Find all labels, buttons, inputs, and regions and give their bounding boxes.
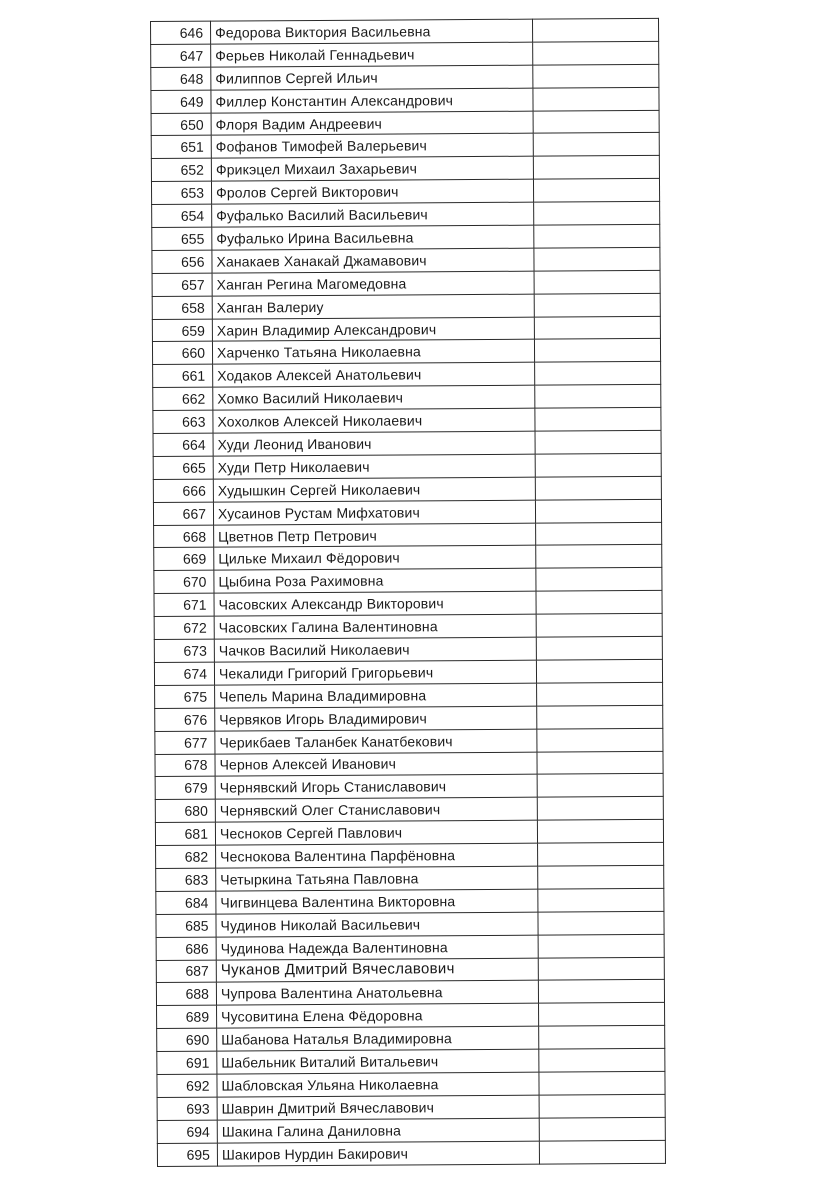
empty-cell: [533, 156, 659, 180]
row-number: 660: [152, 342, 212, 365]
row-number: 679: [155, 777, 215, 800]
table-row: [155, 751, 663, 777]
person-name: Харин Владимир Александрович: [212, 317, 534, 342]
row-number: 685: [156, 914, 216, 937]
table-row: [151, 110, 659, 136]
empty-cell: [539, 1094, 665, 1118]
empty-cell: [533, 41, 659, 65]
row-number: 692: [157, 1074, 217, 1097]
person-name: Чепель Марина Владимировна: [215, 683, 537, 708]
row-number: 669: [154, 548, 214, 571]
table-row: [152, 270, 660, 296]
table-row: [151, 133, 659, 159]
table-row: [154, 591, 662, 617]
empty-cell: [539, 1117, 665, 1141]
row-number: 694: [157, 1120, 217, 1143]
table-row: [157, 1094, 665, 1120]
roster-table: [150, 18, 666, 1167]
person-name: Харченко Татьяна Николаевна: [212, 340, 534, 365]
empty-cell: [535, 385, 661, 409]
empty-cell: [536, 636, 662, 660]
row-number: 653: [151, 181, 211, 204]
table-row: [153, 476, 661, 502]
empty-cell: [535, 408, 661, 432]
person-name: Шакина Галина Даниловна: [217, 1118, 539, 1143]
table-row: [154, 659, 662, 685]
empty-cell: [539, 1026, 665, 1050]
row-number: 677: [155, 731, 215, 754]
person-name: Флоря Вадим Андреевич: [211, 111, 533, 136]
empty-cell: [534, 270, 660, 294]
empty-cell: [536, 659, 662, 683]
empty-cell: [538, 888, 664, 912]
empty-cell: [534, 202, 660, 226]
person-name: Червяков Игорь Владимирович: [215, 706, 537, 731]
person-name: Чеснокова Валентина Парфёновна: [216, 843, 538, 868]
table-row: [154, 636, 662, 662]
empty-cell: [534, 339, 660, 363]
row-number: 654: [152, 204, 212, 227]
empty-cell: [538, 842, 664, 866]
table-row: [152, 316, 660, 342]
table-row: [156, 957, 664, 983]
empty-cell: [537, 751, 663, 775]
person-name: Чуканов Дмитрий Вячеславович: [216, 958, 538, 983]
table-row: [151, 179, 659, 205]
empty-cell: [535, 476, 661, 500]
empty-cell: [535, 499, 661, 523]
person-name: Чернявский Игорь Станиславович: [215, 775, 537, 800]
table-row: [152, 339, 660, 365]
empty-cell: [539, 1140, 665, 1164]
row-number: 656: [152, 250, 212, 273]
table-row: [157, 1117, 665, 1143]
table-row: [156, 934, 664, 960]
row-number: 689: [157, 1005, 217, 1028]
roster-table-body: [151, 18, 666, 1166]
empty-cell: [535, 430, 661, 454]
person-name: Шабловская Ульяна Николаевна: [217, 1072, 539, 1097]
person-name: Ханган Регина Магомедовна: [212, 271, 534, 296]
table-row: [156, 980, 664, 1006]
person-name: Чупрова Валентина Анатольевна: [216, 981, 538, 1006]
table-row: [151, 156, 659, 182]
empty-cell: [532, 18, 658, 42]
table-row: [154, 614, 662, 640]
table-row: [152, 293, 660, 319]
empty-cell: [534, 316, 660, 340]
person-name: Чекалиди Григорий Григорьевич: [214, 660, 536, 685]
table-row: [155, 682, 663, 708]
person-name: Четыркина Татьяна Павловна: [216, 866, 538, 891]
empty-cell: [539, 1048, 665, 1072]
table-row: [156, 911, 664, 937]
table-row: [153, 362, 661, 388]
table-row: [157, 1140, 665, 1166]
empty-cell: [536, 568, 662, 592]
person-name: Ханакаев Ханакай Джамавович: [212, 248, 534, 273]
row-number: 693: [157, 1097, 217, 1120]
person-name: Шаврин Дмитрий Вячеславович: [217, 1095, 539, 1120]
table-row: [156, 888, 664, 914]
person-name: Филлер Константин Александрович: [211, 88, 533, 113]
row-number: 648: [151, 67, 211, 90]
empty-cell: [538, 934, 664, 958]
empty-cell: [537, 705, 663, 729]
person-name: Фрикэцел Михаил Захарьевич: [211, 157, 533, 182]
row-number: 647: [151, 44, 211, 67]
person-name: Шабельник Виталий Витальевич: [217, 1049, 539, 1074]
row-number: 655: [152, 227, 212, 250]
person-name: Худи Петр Николаевич: [213, 454, 535, 479]
person-name: Фролов Сергей Викторович: [211, 179, 533, 204]
empty-cell: [535, 362, 661, 386]
row-number: 670: [154, 570, 214, 593]
person-name: Шабанова Наталья Владимировна: [217, 1026, 539, 1051]
table-row: [155, 728, 663, 754]
empty-cell: [533, 133, 659, 157]
person-name: Чернявский Олег Станиславович: [215, 797, 537, 822]
row-number: 690: [157, 1028, 217, 1051]
empty-cell: [537, 797, 663, 821]
table-row: [154, 522, 662, 548]
table-row: [154, 568, 662, 594]
empty-cell: [535, 453, 661, 477]
person-name: Шакиров Нурдин Бакирович: [217, 1141, 539, 1166]
row-number: 663: [153, 410, 213, 433]
row-number: 680: [155, 799, 215, 822]
table-row: [157, 1048, 665, 1074]
person-name: Филиппов Сергей Ильич: [211, 65, 533, 90]
table-row: [152, 224, 660, 250]
table-row: [155, 774, 663, 800]
table-row: [152, 202, 660, 228]
table-row: [156, 842, 664, 868]
person-name: Ферьев Николай Геннадьевич: [211, 42, 533, 67]
person-name: Фуфалько Ирина Васильевна: [212, 225, 534, 250]
person-name: Часовских Александр Викторович: [214, 591, 536, 616]
person-name: Чусовитина Елена Фёдоровна: [217, 1003, 539, 1028]
person-name: Чудинова Надежда Валентиновна: [216, 935, 538, 960]
empty-cell: [538, 957, 664, 981]
row-number: 652: [151, 158, 211, 181]
person-name: Чудинов Николай Васильевич: [216, 912, 538, 937]
row-number: 695: [157, 1143, 217, 1166]
row-number: 683: [156, 868, 216, 891]
empty-cell: [533, 179, 659, 203]
row-number: 691: [157, 1051, 217, 1074]
table-row: [156, 865, 664, 891]
row-number: 682: [156, 845, 216, 868]
empty-cell: [536, 591, 662, 615]
row-number: 666: [153, 479, 213, 502]
empty-cell: [538, 911, 664, 935]
person-name: Федорова Виктория Васильевна: [211, 19, 533, 44]
empty-cell: [534, 224, 660, 248]
row-number: 649: [151, 90, 211, 113]
empty-cell: [537, 728, 663, 752]
row-number: 681: [155, 822, 215, 845]
person-name: Худи Леонид Иванович: [213, 431, 535, 456]
person-name: Цильке Михаил Фёдорович: [214, 546, 536, 571]
row-number: 662: [153, 387, 213, 410]
table-row: [153, 453, 661, 479]
table-row: [152, 247, 660, 273]
table-row: [153, 430, 661, 456]
table-row: [153, 499, 661, 525]
empty-cell: [533, 64, 659, 88]
empty-cell: [534, 293, 660, 317]
row-number: 646: [151, 21, 211, 44]
person-name: Фофанов Тимофей Валерьевич: [211, 134, 533, 159]
row-number: 671: [154, 593, 214, 616]
table-row: [157, 1026, 665, 1052]
person-name: Хомко Василий Николаевич: [213, 385, 535, 410]
empty-cell: [537, 682, 663, 706]
empty-cell: [537, 820, 663, 844]
row-number: 674: [154, 662, 214, 685]
row-number: 668: [154, 525, 214, 548]
row-number: 664: [153, 433, 213, 456]
row-number: 684: [156, 891, 216, 914]
table-row: [154, 545, 662, 571]
empty-cell: [539, 1071, 665, 1095]
row-number: 659: [152, 319, 212, 342]
table-row: [155, 797, 663, 823]
person-name: Часовских Галина Валентиновна: [214, 614, 536, 639]
row-number: 675: [155, 685, 215, 708]
row-number: 657: [152, 273, 212, 296]
table-row: [151, 87, 659, 113]
row-number: 687: [156, 960, 216, 983]
table-row: [153, 408, 661, 434]
person-name: Чернов Алексей Иванович: [215, 752, 537, 777]
empty-cell: [536, 545, 662, 569]
person-name: Фуфалько Василий Васильевич: [212, 202, 534, 227]
row-number: 672: [154, 616, 214, 639]
empty-cell: [534, 247, 660, 271]
row-number: 673: [154, 639, 214, 662]
table-row: [157, 1003, 665, 1029]
row-number: 686: [156, 937, 216, 960]
person-name: Хусаинов Рустам Мифхатович: [213, 500, 535, 525]
person-name: Хохолков Алексей Николаевич: [213, 408, 535, 433]
row-number: 650: [151, 113, 211, 136]
person-name: Цыбина Роза Рахимовна: [214, 569, 536, 594]
table-row: [157, 1071, 665, 1097]
empty-cell: [533, 87, 659, 111]
row-number: 661: [153, 364, 213, 387]
empty-cell: [537, 774, 663, 798]
row-number: 678: [155, 754, 215, 777]
person-name: Цветнов Петр Петрович: [214, 523, 536, 548]
row-number: 667: [153, 502, 213, 525]
row-number: 676: [155, 708, 215, 731]
row-number: 688: [156, 983, 216, 1006]
person-name: Ханган Валериу: [212, 294, 534, 319]
empty-cell: [533, 110, 659, 134]
empty-cell: [539, 1003, 665, 1027]
row-number: 651: [151, 136, 211, 159]
table-row: [151, 41, 659, 67]
table-row: [151, 64, 659, 90]
row-number: 665: [153, 456, 213, 479]
empty-cell: [536, 522, 662, 546]
empty-cell: [536, 614, 662, 638]
row-number: 658: [152, 296, 212, 319]
person-name: Черикбаев Таланбек Канатбекович: [215, 729, 537, 754]
table-row: [153, 385, 661, 411]
empty-cell: [538, 980, 664, 1004]
person-name: Чачков Василий Николаевич: [214, 637, 536, 662]
empty-cell: [538, 865, 664, 889]
table-row: [155, 820, 663, 846]
table-row: [155, 705, 663, 731]
person-name: Чигвинцева Валентина Викторовна: [216, 889, 538, 914]
person-name: Худышкин Сергей Николаевич: [213, 477, 535, 502]
table-row: [151, 18, 659, 44]
person-name: Чесноков Сергей Павлович: [215, 820, 537, 845]
person-name: Ходаков Алексей Анатольевич: [213, 363, 535, 388]
